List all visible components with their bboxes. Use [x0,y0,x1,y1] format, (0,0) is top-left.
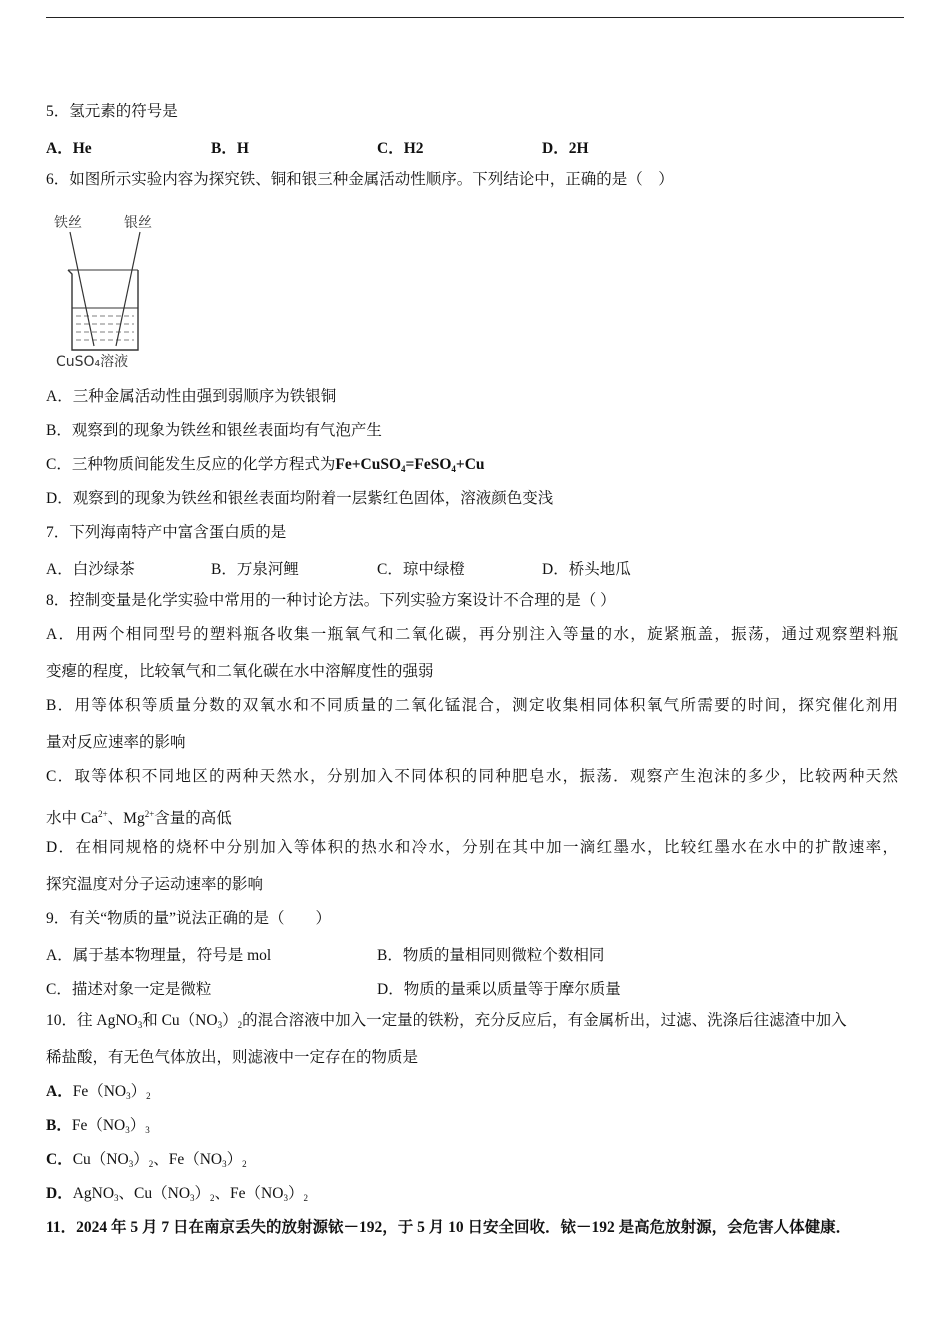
q7-option-c: C．琼中绿橙 [377,561,465,578]
q8-option-c-line1: C．取等体积不同地区的两种天然水，分别加入不同体积的同种肥皂水，振荡．观察产生泡沫的多少，比较两种天然 [46,768,898,785]
question-6-stem: 6．如图所示实验内容为探究铁、铜和银三种金属活动性顺序。下列结论中，正确的是（ ） [46,171,674,188]
q9-option-a: A．属于基本物理量，符号是 mol [46,947,272,964]
q10-option-d: D．AgNO$_3$、$Cu(NO_3)_2$、$Fe(NO_3)_2$ [46,1185,308,1203]
q6-option-b: B．观察到的现象为铁丝和银丝表面均有气泡产生 [46,422,382,439]
q9-option-c: C．描述对象一定是微粒 [46,981,212,998]
q8-option-b-line2: 量对反应速率的影响 [46,734,186,751]
header-rule [46,17,904,18]
question-5-stem: 5．氢元素的符号是 [46,103,178,120]
q8-option-c-line2: 水中 $Ca^{2+}$、$Mg^{2+}$含量的高低 [46,809,232,827]
q7-option-d: D．桥头地瓜 [542,561,631,578]
q5-option-b: B．H [211,140,249,157]
q5-option-a: A．He [46,140,92,157]
q7-option-a: A．白沙绿茶 [46,561,135,578]
q6-option-d: D．观察到的现象为铁丝和银丝表面均附着一层紫红色固体，溶液颜色变浅 [46,490,554,507]
q7-option-b: B．万泉河鲤 [211,561,299,578]
q9-option-b: B．物质的量相同则微粒个数相同 [377,947,605,964]
q9-option-d: D．物质的量乘以质量等于摩尔质量 [377,981,621,998]
q10-option-a: A．$Fe(NO_3)_2$ [46,1083,151,1101]
q8-option-a-line1: A．用两个相同型号的塑料瓶各收集一瓶氧气和二氧化碳，再分别注入等量的水，旋紧瓶盖，振荡，通过观察塑料瓶 [46,626,898,643]
beaker-experiment-figure [50,206,170,371]
q8-option-d-line2: 探究温度对分子运动速率的影响 [46,876,264,893]
silver-wire-label: 银丝 [124,215,152,231]
q6-option-a: A．三种金属活动性由强到弱顺序为铁银铜 [46,388,337,405]
question-10-stem-line2: 稀盐酸，有无色气体放出，则滤液中一定存在的物质是 [46,1049,419,1066]
q6-option-c: C．三种物质间能发生反应的化学方程式为Fe+CuSO$_4$=FeSO$_4$+Cu [46,456,485,474]
cuso4-solution-label: CuSO₄溶液 [56,354,129,370]
q5-option-c: C．H2 [377,140,424,157]
q5-option-d: D．2H [542,140,589,157]
question-8-stem: 8．控制变量是化学实验中常用的一种讨论方法。下列实验方案设计不合理的是（ ） [46,592,616,609]
q8-option-a-line2: 变瘪的程度，比较氧气和二氧化碳在水中溶解度性的强弱 [46,663,434,680]
question-9-stem: 9．有关“物质的量”说法正确的是（ ） [46,910,332,927]
q8-option-b-line1: B．用等体积等质量分数的双氧水和不同质量的二氧化锰混合，测定收集相同体积氧气所需要的时间，探究催化剂用 [46,697,898,714]
question-10-stem-line1: 10．往 AgNO$_3$和 $Cu(NO_3)_2$的混合溶液中加入一定量的铁粉，充分反应后，有金属析出，过滤、洗涤后往滤渣中加入 [46,1012,847,1030]
q8-option-d-line1: D．在相同规格的烧杯中分别加入等体积的热水和冷水，分别在其中加一滴红墨水，比较红墨水在水中的扩散速率， [46,839,898,856]
q10-option-c: C．$Cu(NO_3)_2$、$Fe(NO_3)_2$ [46,1151,247,1169]
q10-option-b: B．$Fe(NO_3)_3$ [46,1117,150,1135]
iron-wire-label: 铁丝 [54,215,82,231]
question-11-stem: 11．2024 年 5 月 7 日在南京丢失的放射源铱－192，于 5 月 10 日安全回收．铱－192 是高危放射源，会危害人体健康． [46,1219,852,1236]
question-7-stem: 7．下列海南特产中富含蛋白质的是 [46,524,287,541]
